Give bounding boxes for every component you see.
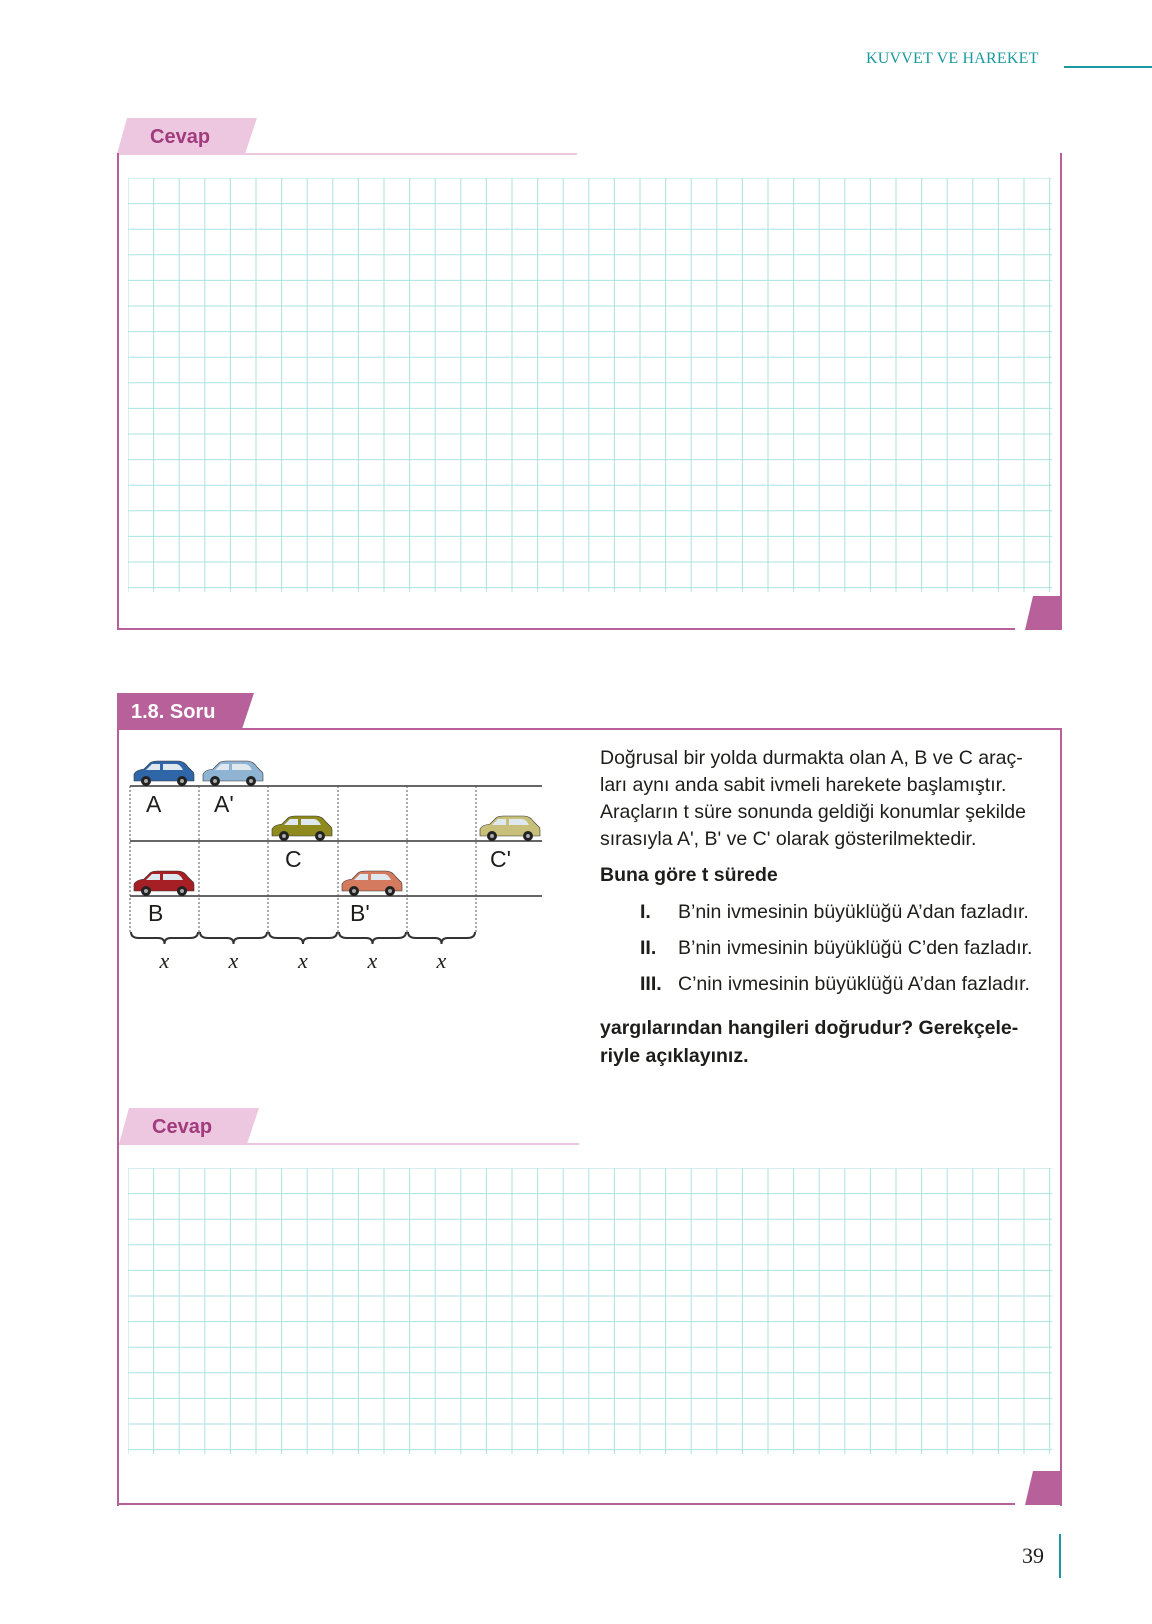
- answer-tab-label: Cevap: [150, 126, 211, 148]
- statement-numeral: II.: [640, 937, 657, 959]
- label-B-prime: B': [350, 900, 370, 926]
- question-prompt: [600, 1014, 1050, 1070]
- interval-brace: [339, 932, 406, 944]
- statement-text: C’nin ivmesinin büyüklüğü A’dan fazladır.: [678, 973, 1030, 995]
- interval-label: x: [436, 948, 447, 973]
- page-number: 39: [1022, 1543, 1044, 1568]
- question-body: [600, 745, 1050, 853]
- label-B: B: [148, 900, 164, 926]
- statement-numeral: I.: [640, 901, 651, 923]
- statement-text: B’nin ivmesinin büyüklüğü A’dan fazladır.: [678, 901, 1029, 923]
- running-header: KUVVET VE HAREKET: [866, 50, 1039, 67]
- interval-brace: [200, 932, 267, 944]
- statement-numeral: III.: [640, 973, 662, 995]
- interval-brace: [408, 932, 475, 944]
- statement-1: [640, 901, 1029, 924]
- question-box-bottom-rule: [117, 1503, 1015, 1505]
- car-A: [134, 761, 194, 786]
- answer-tab-bottom: [119, 1108, 259, 1144]
- statement-2: [640, 937, 1032, 960]
- interval-label: x: [298, 948, 308, 973]
- interval-label: x: [367, 948, 378, 973]
- statement-3: [640, 973, 1030, 996]
- question-line: ları aynı anda sabit ivmeli harekete başlamıştır.: [600, 774, 1007, 796]
- car-B: [134, 871, 194, 896]
- question-box-corner: [1025, 1471, 1062, 1505]
- interval-brace: [131, 932, 198, 944]
- answer-tab-label: Cevap: [152, 1116, 213, 1138]
- answer-box-top-bottom-rule: [117, 628, 1015, 630]
- header-rule: [1064, 66, 1152, 68]
- answer-bottom-rule: [119, 1143, 579, 1145]
- question-prompt-line: riyle açıklayınız.: [600, 1045, 749, 1067]
- statement-text: B’nin ivmesinin büyüklüğü C’den fazladır.: [678, 937, 1033, 959]
- car-A-prime: [203, 761, 263, 786]
- question-lead: Buna göre t sürede: [600, 864, 778, 886]
- answer-grid-bottom[interactable]: [128, 1168, 1052, 1454]
- interval-label: x: [159, 948, 170, 973]
- label-A-prime: A': [214, 791, 234, 817]
- page-number-rule: [1059, 1534, 1061, 1578]
- label-C-prime: C': [490, 846, 512, 872]
- interval-brace: [269, 932, 337, 944]
- question-line: Araçların t süre sonunda geldiği konumlar şekilde: [600, 801, 1026, 823]
- question-number: 1.8. Soru: [131, 701, 216, 723]
- question-line: Doğrusal bir yolda durmakta olan A, B ve C araç-: [600, 747, 1023, 769]
- interval-label: x: [228, 948, 239, 973]
- cars-figure: [120, 752, 550, 982]
- car-C: [272, 816, 332, 841]
- label-C: C: [285, 846, 302, 872]
- question-prompt-line: yargılarından hangileri doğrudur? Gerekçele-: [600, 1017, 1019, 1039]
- answer-grid-top[interactable]: [128, 178, 1052, 592]
- answer-tab-top: [117, 118, 257, 154]
- car-C-prime: [480, 816, 540, 841]
- car-B-prime: [342, 871, 402, 896]
- answer-box-top-corner: [1025, 596, 1062, 630]
- question-line: sırasıyla A', B' ve C' olarak gösterilmektedir.: [600, 828, 977, 850]
- question-tab: [117, 693, 254, 729]
- label-A: A: [146, 791, 162, 817]
